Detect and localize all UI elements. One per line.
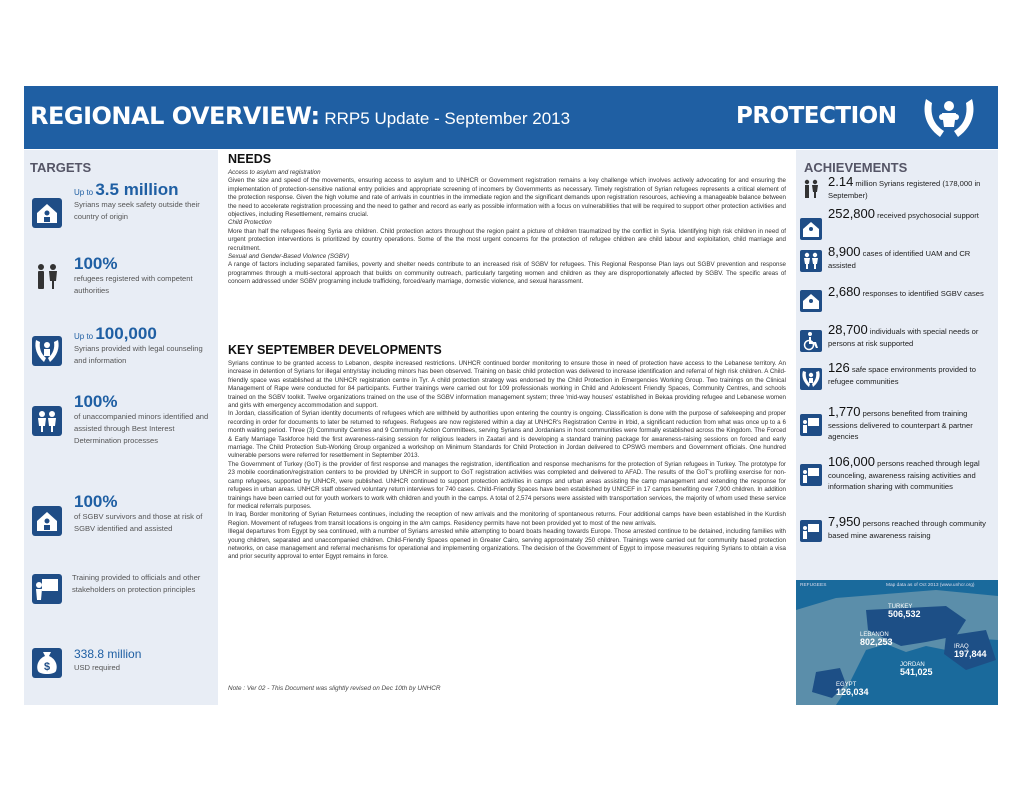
map-pin-lebanon [860, 632, 893, 648]
needs-heading: NEEDS [228, 152, 272, 166]
achievement-value: 106,000 [828, 454, 875, 469]
developments-section [228, 360, 786, 562]
achievement-value: 8,900 [828, 244, 861, 259]
needs-subheading: Access to asylum and registration [228, 169, 321, 176]
developments-paragraph: In Iraq, Border monitoring of Syrian Returnees continues, including the reception of new arrivals and the monitoring of spontaneous returns. Four additional camps have been established in the Kurdish Region. Movement of refugees from transit locations is ongoing in the a/m camps. Residency permits have not been provided yet to most of the new arrivals. [228, 511, 786, 527]
money-bag-icon [32, 648, 62, 678]
page-header [24, 86, 998, 149]
needs-subheading: Child Protection [228, 219, 272, 227]
people-icon [32, 262, 62, 292]
map-pin-turkey [888, 604, 921, 620]
needs-section [228, 169, 786, 287]
target-value: 100% [74, 254, 118, 273]
target-value: 100% [74, 492, 118, 511]
revision-note: Note : Ver 02 - This Document was slightly revised on Dec 10th by UNHCR [228, 685, 441, 692]
map-pin-egypt [836, 682, 869, 698]
achievement-text: responses to identified SGBV cases [860, 289, 984, 298]
refugee-map [796, 580, 998, 705]
people-icon [800, 178, 822, 200]
achievement-value: 126 [828, 360, 850, 375]
achievement-text: million Syrians registered (178,000 in September) [828, 179, 981, 200]
pin-value: 541,025 [900, 667, 933, 677]
house-person-icon [800, 290, 822, 312]
training-icon [32, 574, 62, 604]
achievement-text: persons reached through community based mine awareness raising [828, 519, 986, 540]
target-desc: refugees registered with competent authorities [74, 274, 193, 295]
map-title: Map data as of Oct 2013 (www.unhcr.org) [886, 583, 975, 588]
achievement-value: 252,800 [828, 206, 875, 221]
training-icon [800, 520, 822, 542]
achievement-value: 2.14 [828, 174, 854, 189]
developments-paragraph: Illegal departures from Egypt by sea continued, with a number of Syrians arrested while attempting to board boats heading towards Europe. Those arrested continue to be detained, including families with young children, separated and unaccompanied children. Child-Friendly Spaces opened in Greater Cairo, serving approximately 250 children. Trainings were carried out for community based protection networks, on case management and referral mechanisms for operational and implementing organizations. The decision of the Government of Egypt to impose measures requiring Syrians to obtain a visa and prior security approval to enter Egypt remains in force. [228, 528, 786, 561]
target-prefix: Up to [74, 188, 96, 197]
achievement-text: cases of identified UAM and CR assisted [828, 249, 971, 270]
target-value: 100% [74, 392, 118, 411]
achievement-text: individuals with special needs or persons at risk supported [828, 327, 979, 348]
needs-paragraph: A range of factors including separated families, poverty and shelter needs contribute to an increased risk of SGBV for refugees. This Regional Response Plan lays out SGBV prevention and response programmes through a multi-sectoral approach that builds on community outreach, particularly targeting women and children as they are disproportionately affected by SGBV. The specific areas of concern addressed under SGBV programing include trafficking, forced/early marriage, domestic violence, and sexual harassment. [228, 261, 786, 286]
target-value: 338.8 million [74, 647, 142, 661]
target-value: 100,000 [95, 324, 157, 343]
achievement-value: 2,680 [828, 284, 861, 299]
children-icon [32, 406, 62, 436]
title-main: REGIONAL OVERVIEW: [30, 102, 320, 130]
needs-paragraph: Given the size and speed of the movements, ensuring access to asylum and to UNHCR or Government registration remains a key challenge which involves actively advocating for and ensuring the implementation of protection-sensitive national entry policies and appropriate screening of incomers by Governments as necessary. Timely registration of Syrian refugees represents a critical element of the protection response. Given the high volume and rate of arrivals in countries in the immediate region and the significant demands upon registration resources, achieving a manageable balance between the need to accelerate registration processing and the need to gather and record as early as possible information with a focus on vulnerabilities that will be required to support other protection activities and objectives, including Resettlement, remains crucial. [228, 177, 786, 219]
achievement-text: safe space environments provided to refugee communities [828, 365, 976, 386]
target-desc: Training provided to officials and other stakeholders on protection principles [72, 573, 201, 594]
pin-value: 506,532 [888, 609, 921, 619]
developments-heading: KEY SEPTEMBER DEVELOPMENTS [228, 343, 442, 357]
pin-country: EGYPT [836, 682, 857, 688]
target-prefix: Up to [74, 332, 96, 341]
targets-heading: TARGETS [30, 160, 92, 175]
house-person-icon [32, 506, 62, 536]
map-pin-iraq [954, 644, 987, 660]
title-sub: RRP5 Update - September 2013 [319, 109, 571, 128]
developments-paragraph: The Government of Turkey (GoT) is the provider of first response and manages the registration, identification and response mechanisms for the protection of Syrian refugees in Turkey. The prototype for 23 mobile coordination/registration centers to be provided by UNHCR in support to GoT registration activities was completed and delivered to AFAD. The results of the GoT's profiling exercise for non-camp refugees, supported by UNHCR, were published. UNHCR continued to support protection activities in camps and urban areas assisting the camp management and extending the response for refugees in urban areas. UNHCR staff observed voluntary return interviews for 740 cases. Child-Friendly Spaces have been established by UNICEF in 17 camps benefiting over 7,900 children. In addition trainings have been carried out for youth workers to work with children and youth in the camps. A total of 2,574 persons were assisted with transportation services, the majority of whom used these service for medical referrals purposes. [228, 460, 786, 510]
needs-paragraph: More than half the refugees fleeing Syria are children. Child protection actors throughout the region paint a picture of children traumatized by the conflict in Syria. Identifying high risk children in need of urgent protection interventions is prioritized by country operations. Some of the the most urgent concerns for the protection of refugee children are child labour and exploitation, child marriage and recruitment. [228, 227, 786, 252]
main-content [226, 150, 788, 705]
map-pin-jordan [900, 662, 933, 678]
protection-hands-icon [32, 336, 62, 366]
map-heading: REFUGEES [800, 583, 827, 588]
achievement-text: persons reached through legal counceling, awareness raising activities and information sharing with communities [828, 459, 980, 492]
target-value: 3.5 million [95, 180, 179, 199]
target-desc: USD required [74, 663, 121, 672]
training-icon [800, 464, 822, 486]
pin-country: TURKEY [888, 604, 913, 610]
children-icon [800, 250, 822, 272]
achievements-heading: ACHIEVEMENTS [804, 160, 908, 175]
achievement-text: received psychosocial support [875, 211, 979, 220]
needs-subheading: Sexual and Gender-Based Violence (SGBV) [228, 253, 350, 261]
pin-value: 126,034 [836, 687, 869, 697]
developments-paragraph: Syrians continue to be granted access to Lebanon, despite increased restrictions. UNHCR continued border monitoring to ensure those in need of protection have access to the Lebanese territory. An increase in detention of Syrians for illegal entry/stay including minors has been observed. Training on basic child protection was delivered to increase identification and referral of high risk children. A Child-friendly space was established at the UNHCR registration centre in Tyr. A child protection strategy was endorsed by the Child Protection in Emergencies Working Group. Two trainings on the Clinical Management of Rape were conducted for 84 participants. Further trainings were carried out for 109 professionals working in Child and Adolescent Friendly Spaces, Community Centres, and schools trained on the SGBV toolkit. Twelve organizations trained on the use of the SGBV information management system; three 'mid-way houses' established in Bekaa providing refugee and Lebanese women and girls with emergency accommodation and support. [228, 360, 786, 410]
house-person-icon [32, 198, 62, 228]
pin-value: 802,253 [860, 637, 893, 647]
protection-hands-icon [920, 95, 978, 141]
svg-text:$: $ [43, 661, 51, 673]
section-title: PROTECTION [736, 103, 897, 129]
target-desc: of unaccompanied minors identified and assisted through Best Interest Determination processes [74, 412, 209, 445]
target-desc: Syrians provided with legal counseling and information [74, 344, 203, 365]
achievement-value: 1,770 [828, 404, 861, 419]
developments-paragraph: In Jordan, classification of Syrian identity documents of refugees which are withheld by authorities upon entering the country is ongoing. Classification is done with the purpose of safekeeping and proper recording in order for documents to later be returned to refugees. Refugees are now registered within a day at UNHCR's Registration Centre in Irbid, a significant reduction from what was once up to a 6 month waiting period. Three (3) Community Centres and 9 Community Action Committees, serving Syrians and Jordanians in host communities were formally established across the Kingdom. The Forced & Early Marriage Taskforce held the first awareness-raising session for religious leaders in Zaatari and is developing a standard training package for awareness-raising sessions on forced and early marriage. The Child Protection Sub-Working Group organized a workshop on Minimum Standards for Child Protection in Jordan delivered to CPSWG members and Government officials. One hundred vulnerable persons were referred for resettlement in September 2013. [228, 410, 786, 460]
pin-country: LEBANON [860, 632, 889, 638]
target-desc: of SGBV survivors and those at risk of SGBV identified and assisted [74, 512, 203, 533]
target-desc: Syrians may seek safety outside their country of origin [74, 200, 200, 221]
achievement-text: persons benefited from training sessions delivered to counterpart & partner agencies [828, 409, 973, 442]
achievement-value: 7,950 [828, 514, 861, 529]
pin-value: 197,844 [954, 649, 987, 659]
wheelchair-icon [800, 330, 822, 352]
house-person-icon [800, 218, 822, 240]
page-title [30, 102, 570, 130]
protection-hands-icon [800, 368, 822, 390]
pin-country: JORDAN [900, 662, 925, 668]
achievement-value: 28,700 [828, 322, 868, 337]
targets-panel [24, 150, 218, 705]
training-icon [800, 414, 822, 436]
pin-country: IRAQ [954, 644, 969, 650]
map-landmass [796, 580, 998, 705]
